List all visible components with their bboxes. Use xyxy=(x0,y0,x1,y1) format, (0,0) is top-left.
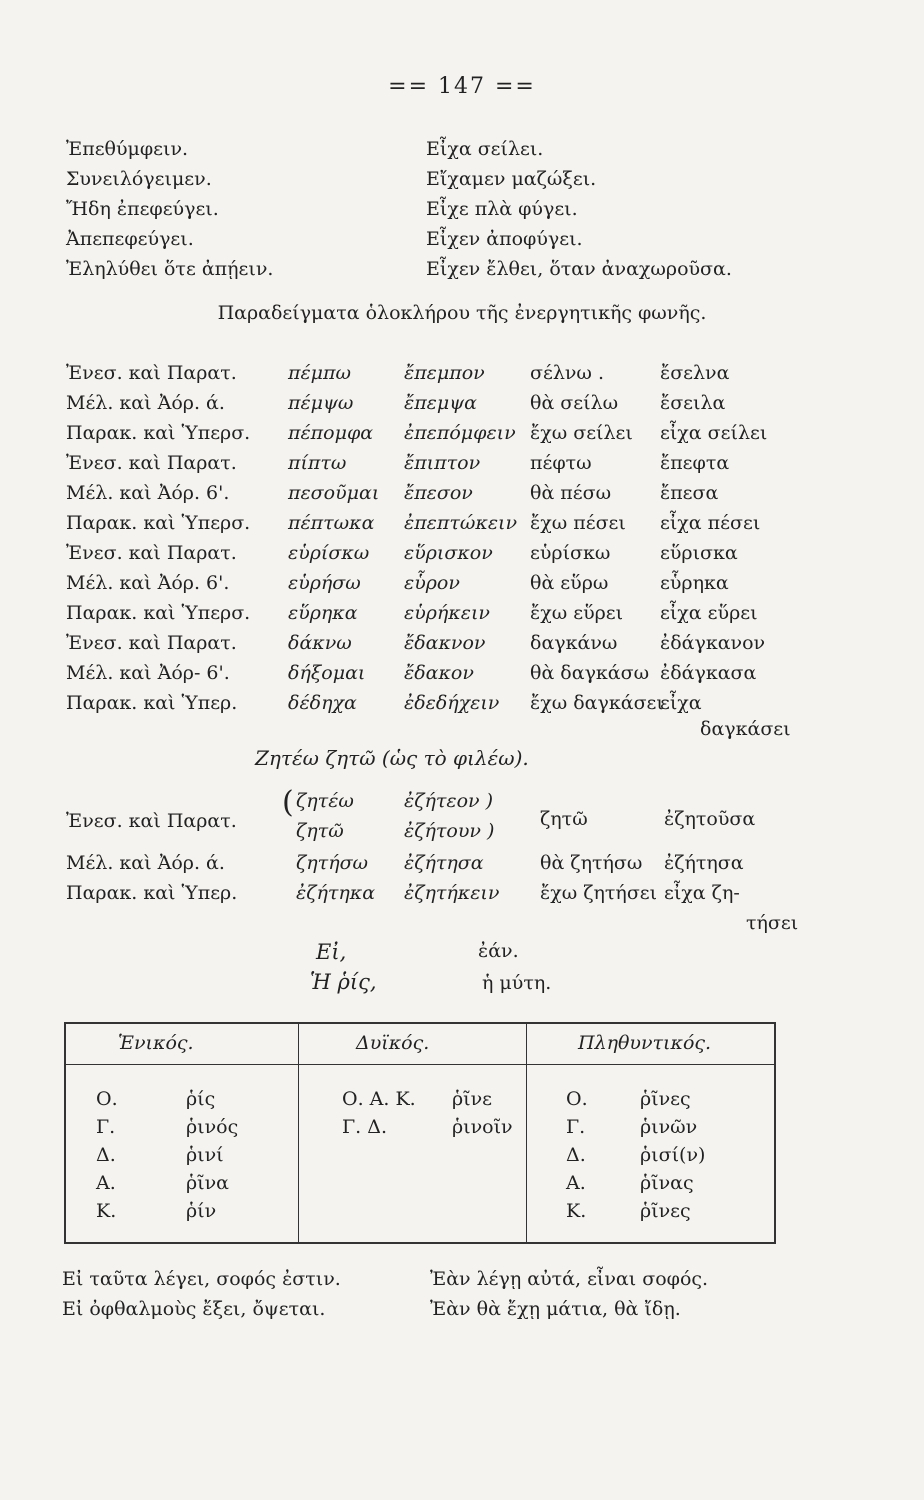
header-dual: Δυϊκός. xyxy=(356,1032,430,1054)
paradigm-form: ἔδακνον xyxy=(404,632,486,654)
paradigm-form: δάκνω xyxy=(288,632,352,654)
case-label: Α. xyxy=(566,1172,586,1194)
header-singular: Ἑνικός. xyxy=(118,1032,194,1054)
myte-word: ἡ μύτη. xyxy=(482,972,552,994)
case-form: ῥῖνες xyxy=(640,1200,691,1222)
case-label: Γ. xyxy=(566,1116,586,1138)
case-label: Κ. xyxy=(566,1200,587,1222)
top-right-line: Εἴχαμεν μαζώξει. xyxy=(426,168,597,190)
paradigm-form: δαγκάνω xyxy=(530,632,618,654)
paradigm-form: εὗρον xyxy=(404,572,460,594)
top-right-line: Εἶχε πλὰ φύγει. xyxy=(426,198,578,220)
paradigm-form: δήξομαι xyxy=(288,662,366,684)
zeteo-form: ζητῶ xyxy=(540,808,588,830)
paradigm-form: ἐδάγκασα xyxy=(660,662,757,684)
paradigm-form: εὗρηκα xyxy=(660,572,729,594)
ei-word: Εἰ, xyxy=(316,940,347,964)
case-form: ῥῖνα xyxy=(186,1172,230,1194)
zeteo-form: ἐζήτηκα xyxy=(296,882,376,904)
declension-table xyxy=(64,1022,776,1244)
paradigm-form: πέμψω xyxy=(288,392,354,414)
footer-right-line: Ἐὰν λέγῃ αὐτά, εἶναι σοφός. xyxy=(430,1268,709,1290)
case-form: ῥινῶν xyxy=(640,1116,698,1138)
paradigm-form: πέπτωκα xyxy=(288,512,375,534)
paradigm-row-label: Ἐνεσ. καὶ Παρατ. xyxy=(66,362,237,384)
zeteo-form: ἐζητοῦσα xyxy=(664,808,756,830)
left-brace: ( xyxy=(282,785,294,820)
zeteo-form: ἐζήτεον ) xyxy=(404,790,494,812)
paradigm-form: εἶχα xyxy=(660,692,702,714)
paradigm-form: σέλνω . xyxy=(530,362,604,384)
paradigm-form: εὑρήκειν xyxy=(404,602,490,624)
paradigm-row-label: Ἐνεσ. καὶ Παρατ. xyxy=(66,632,237,654)
paradigm-form: ἔδακον xyxy=(404,662,474,684)
top-left-line: Ἐληλύθει ὅτε ἀπῄειν. xyxy=(66,258,274,280)
case-label: Γ. xyxy=(96,1116,116,1138)
paradigm-row-label: Μέλ. καὶ Ἀόρ. ά. xyxy=(66,392,225,414)
paradigm-form: ἔπεσον xyxy=(404,482,473,504)
paradigm-form: ἐπεπτώκειν xyxy=(404,512,518,534)
paradigm-form: πέπομφα xyxy=(288,422,374,444)
paradigm-form: θὰ σείλω xyxy=(530,392,619,414)
paradigm-row-label: Μέλ. καὶ Ἀόρ. 6'. xyxy=(66,482,230,504)
paradigm-form: εὑρίσκω xyxy=(530,542,611,564)
case-form: ῥίν xyxy=(186,1200,217,1222)
paradigm-form: ἐδάγκανον xyxy=(660,632,766,654)
top-left-line: Συνειλόγειμεν. xyxy=(66,168,212,190)
paradigm-form: πίπτω xyxy=(288,452,347,474)
paradigm-form: εὑρίσκω xyxy=(288,542,370,564)
paradigm-form: ἐπεπόμφειν xyxy=(404,422,516,444)
zeteo-row-label: Παρακ. καὶ Ὑπερ. xyxy=(66,882,238,904)
case-form: ῥινός xyxy=(186,1116,239,1138)
zeteo-row-label: Μέλ. καὶ Ἀόρ. ά. xyxy=(66,852,225,874)
paradigm-form: ἔπεμπον xyxy=(404,362,485,384)
paradigm-form: ἔχω σείλει xyxy=(530,422,633,444)
case-form: ῥίς xyxy=(186,1088,216,1110)
zeteo-form: ζητήσω xyxy=(296,852,369,874)
top-left-line: Ἐπεθύμφειν. xyxy=(66,138,189,160)
paradigm-form: ἔχω εὕρει xyxy=(530,602,624,624)
ean-word: ἐάν. xyxy=(478,940,519,962)
paradigm-form: εὑρήσω xyxy=(288,572,361,594)
paradigm-form: πεσοῦμαι xyxy=(288,482,380,504)
paradigm-form: ἔσελνα xyxy=(660,362,730,384)
paradigm-form: ἔπεμψα xyxy=(404,392,477,414)
top-right-line: Εἶχα σείλει. xyxy=(426,138,544,160)
case-label: Ο. xyxy=(566,1088,588,1110)
case-label: Κ. xyxy=(96,1200,117,1222)
case-form: ῥῖνε xyxy=(452,1088,493,1110)
zeteo-form: ἐζήτησα xyxy=(664,852,744,874)
page-number: == 147 == xyxy=(388,74,536,99)
zeteo-row-label: Ἐνεσ. καὶ Παρατ. xyxy=(66,810,237,832)
paradigm-form: εὕρηκα xyxy=(288,602,358,624)
paradigm-form: ἔπεσα xyxy=(660,482,719,504)
paradigm-form: εἶχα εὕρει xyxy=(660,602,758,624)
header-plural: Πληθυντικός. xyxy=(578,1032,712,1054)
zeteo-form: ἐζητήκειν xyxy=(404,882,500,904)
paradigm-form: ἐδεδήχειν xyxy=(404,692,500,714)
table-header-rule xyxy=(66,1064,774,1065)
case-label: Ο. xyxy=(96,1088,118,1110)
zeteo-form: ἐζήτουν ) xyxy=(404,820,495,842)
case-form: ῥινί xyxy=(186,1144,224,1166)
zeteo-form: ζητῶ xyxy=(296,820,344,842)
paradigm-row-label: Ἐνεσ. καὶ Παρατ. xyxy=(66,542,237,564)
paradigm-row-label: Ἐνεσ. καὶ Παρατ. xyxy=(66,452,237,474)
footer-left-line: Εἰ ταῦτα λέγει, σοφός ἐστιν. xyxy=(62,1268,341,1290)
paradigm-form: πέφτω xyxy=(530,452,592,474)
paradigm-row-label: Μέλ. καὶ Ἀόρ- 6'. xyxy=(66,662,230,684)
case-form: ῥῖνες xyxy=(640,1088,691,1110)
paradigm-row-label: Παρακ. καὶ Ὑπερ. xyxy=(66,692,238,714)
paradigm-form: θὰ εὕρω xyxy=(530,572,609,594)
paradigm-form: εἶχα πέσει xyxy=(660,512,761,534)
paradigm-form: πέμπω xyxy=(288,362,352,384)
paradigm-form: δέδηχα xyxy=(288,692,357,714)
section-heading: Παραδείγματα ὁλοκλήρου τῆς ἐνεργητικῆς φωνῆς. xyxy=(217,302,707,324)
paradigm-row-label: Παρακ. καὶ Ὑπερσ. xyxy=(66,602,251,624)
paradigm-continuation: δαγκάσει xyxy=(700,718,791,740)
paradigm-form: ἔπιπτον xyxy=(404,452,481,474)
paradigm-form: θὰ πέσω xyxy=(530,482,612,504)
footer-right-line: Ἐὰν θὰ ἔχῃ μάτια, θὰ ἴδῃ. xyxy=(430,1298,681,1320)
paradigm-form: ἔσειλα xyxy=(660,392,726,414)
paradigm-form: ἔχω δαγκάσει xyxy=(530,692,664,714)
zeteo-continuation: τήσει xyxy=(746,912,799,934)
zeteo-form: ἔχω ζητήσει xyxy=(540,882,658,904)
paradigm-row-label: Παρακ. καὶ Ὑπερσ. xyxy=(66,512,251,534)
rhis-word: Ἡ ῥίς, xyxy=(310,970,377,994)
case-form: ῥινοῖν xyxy=(452,1116,513,1138)
case-label: Δ. xyxy=(96,1144,116,1166)
case-label: Δ. xyxy=(566,1144,586,1166)
paradigm-row-label: Μέλ. καὶ Ἀόρ. 6'. xyxy=(66,572,230,594)
zeteo-title: Ζητέω ζητῶ (ὡς τὸ φιλέω). xyxy=(255,746,529,770)
footer-left-line: Εἰ ὀφθαλμοὺς ἔξει, ὄψεται. xyxy=(62,1298,326,1320)
table-divider xyxy=(298,1024,299,1242)
paradigm-row-label: Παρακ. καὶ Ὑπερσ. xyxy=(66,422,251,444)
paradigm-form: ἔχω πέσει xyxy=(530,512,626,534)
top-left-line: Ἤδη ἐπεφεύγει. xyxy=(66,198,219,220)
zeteo-form: ζητέω xyxy=(296,790,354,812)
case-form: ῥισί(ν) xyxy=(640,1144,706,1166)
paradigm-form: θὰ δαγκάσω xyxy=(530,662,650,684)
zeteo-form: ἐζήτησα xyxy=(404,852,484,874)
paradigm-form: εἶχα σείλει xyxy=(660,422,768,444)
table-divider xyxy=(526,1024,527,1242)
zeteo-form: θὰ ζητήσω xyxy=(540,852,643,874)
case-label: Γ. Δ. xyxy=(342,1116,388,1138)
top-right-line: Εἶχεν ἔλθει, ὅταν ἀναχωροῦσα. xyxy=(426,258,732,280)
paradigm-form: εὕρισκον xyxy=(404,542,493,564)
top-right-line: Εἶχεν ἀποφύγει. xyxy=(426,228,583,250)
case-form: ῥῖνας xyxy=(640,1172,694,1194)
paradigm-form: εὕρισκα xyxy=(660,542,738,564)
zeteo-form: εἶχα ζη- xyxy=(664,882,740,904)
case-label: Ο. Α. Κ. xyxy=(342,1088,416,1110)
case-label: Α. xyxy=(96,1172,116,1194)
paradigm-form: ἔπεφτα xyxy=(660,452,730,474)
top-left-line: Ἀπεπεφεύγει. xyxy=(66,228,194,250)
